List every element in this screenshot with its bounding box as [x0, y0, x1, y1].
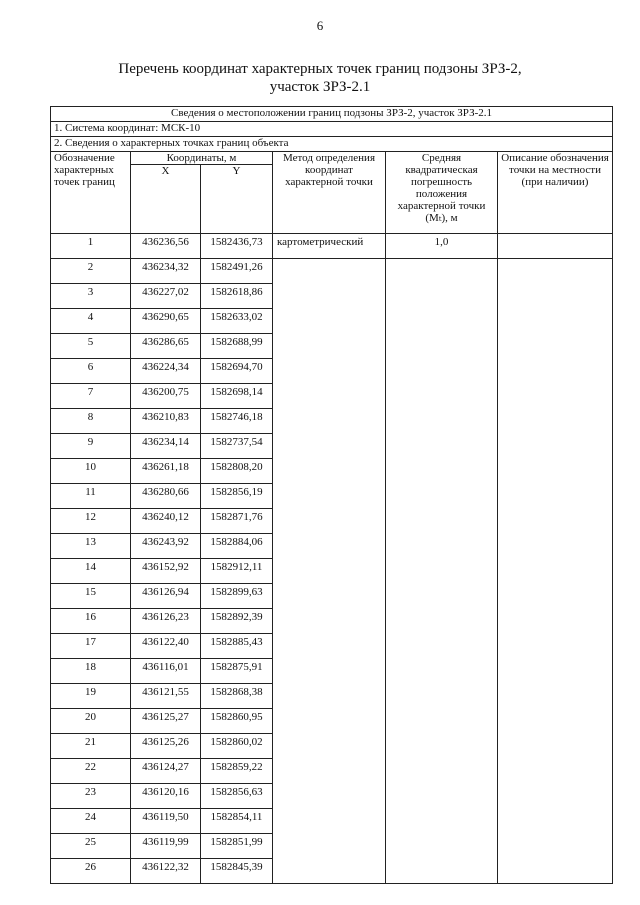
coordinate-x: 436200,75	[131, 384, 201, 409]
method-cell	[273, 584, 386, 609]
coordinate-x: 436119,50	[131, 809, 201, 834]
coordinate-x: 436224,34	[131, 359, 201, 384]
method-cell	[273, 834, 386, 859]
coordinate-x: 436243,92	[131, 534, 201, 559]
header-designation: Обозначение характерных точек границ	[51, 152, 131, 234]
error-cell	[386, 434, 498, 459]
coordinate-x: 436122,32	[131, 859, 201, 884]
table-row	[51, 384, 613, 409]
description-cell	[498, 634, 613, 659]
method-cell	[273, 509, 386, 534]
table-row	[51, 759, 613, 784]
error-cell	[386, 534, 498, 559]
point-number: 16	[51, 609, 131, 634]
description-cell	[498, 859, 613, 884]
coordinate-y: 1582694,70	[201, 359, 273, 384]
coordinate-x: 436261,18	[131, 459, 201, 484]
table-row	[51, 359, 613, 384]
coordinate-x: 436122,40	[131, 634, 201, 659]
error-cell	[386, 759, 498, 784]
point-number: 5	[51, 334, 131, 359]
coordinate-x: 436126,23	[131, 609, 201, 634]
coordinate-y: 1582491,26	[201, 259, 273, 284]
error-cell	[386, 709, 498, 734]
description-cell	[498, 484, 613, 509]
coordinate-x: 436290,65	[131, 309, 201, 334]
table-row	[51, 834, 613, 859]
method-cell	[273, 734, 386, 759]
header-x: X	[131, 165, 201, 234]
table-row	[51, 584, 613, 609]
description-cell	[498, 309, 613, 334]
table-row	[51, 534, 613, 559]
coordinate-system-line: 1. Система координат: МСК-10	[51, 122, 613, 137]
method-cell	[273, 484, 386, 509]
coordinate-y: 1582912,11	[201, 559, 273, 584]
coordinate-x: 436125,26	[131, 734, 201, 759]
method-cell	[273, 359, 386, 384]
error-cell	[386, 259, 498, 284]
coordinate-y: 1582618,86	[201, 284, 273, 309]
point-number: 14	[51, 559, 131, 584]
description-cell	[498, 809, 613, 834]
coordinate-y: 1582860,95	[201, 709, 273, 734]
point-number: 7	[51, 384, 131, 409]
coordinate-y: 1582633,02	[201, 309, 273, 334]
description-cell	[498, 559, 613, 584]
coordinate-x: 436124,27	[131, 759, 201, 784]
point-number: 23	[51, 784, 131, 809]
coordinate-y: 1582899,63	[201, 584, 273, 609]
description-cell	[498, 684, 613, 709]
method-cell	[273, 409, 386, 434]
coordinate-y: 1582868,38	[201, 684, 273, 709]
point-number: 12	[51, 509, 131, 534]
coordinate-y: 1582854,11	[201, 809, 273, 834]
method-cell	[273, 309, 386, 334]
point-number: 17	[51, 634, 131, 659]
table-row	[51, 484, 613, 509]
table-row	[51, 234, 613, 259]
description-cell	[498, 284, 613, 309]
method-cell	[273, 284, 386, 309]
header-error: Средняя квадратическая погрешность положения характерной точки (Mₜ), м	[386, 152, 498, 234]
description-cell	[498, 659, 613, 684]
coordinate-y: 1582871,76	[201, 509, 273, 534]
coordinate-y: 1582860,02	[201, 734, 273, 759]
coordinate-x: 436152,92	[131, 559, 201, 584]
method-cell	[273, 434, 386, 459]
description-cell	[498, 409, 613, 434]
coordinates-table	[50, 106, 613, 884]
table-row	[51, 409, 613, 434]
table-row	[51, 784, 613, 809]
error-cell	[386, 684, 498, 709]
point-number: 22	[51, 759, 131, 784]
coordinate-x: 436234,14	[131, 434, 201, 459]
error-cell	[386, 409, 498, 434]
method-cell	[273, 709, 386, 734]
description-cell	[498, 834, 613, 859]
table-row	[51, 634, 613, 659]
description-cell	[498, 759, 613, 784]
point-number: 10	[51, 459, 131, 484]
table-row	[51, 809, 613, 834]
error-cell	[386, 359, 498, 384]
coordinate-x: 436120,16	[131, 784, 201, 809]
method-cell	[273, 659, 386, 684]
coordinate-x: 436125,27	[131, 709, 201, 734]
method-cell	[273, 609, 386, 634]
error-cell	[386, 459, 498, 484]
coordinate-x: 436236,56	[131, 234, 201, 259]
description-cell	[498, 534, 613, 559]
description-cell	[498, 509, 613, 534]
table-row	[51, 309, 613, 334]
points-section-line: 2. Сведения о характерных точках границ объекта	[51, 137, 613, 152]
error-cell	[386, 584, 498, 609]
point-number: 19	[51, 684, 131, 709]
method-cell	[273, 334, 386, 359]
method-cell	[273, 684, 386, 709]
error-cell	[386, 284, 498, 309]
table-row	[51, 659, 613, 684]
page-number: 6	[316, 18, 324, 33]
error-cell	[386, 809, 498, 834]
coordinate-x: 436234,32	[131, 259, 201, 284]
table-row	[51, 859, 613, 884]
method-cell	[273, 784, 386, 809]
coordinate-y: 1582856,19	[201, 484, 273, 509]
error-cell	[386, 309, 498, 334]
coordinate-y: 1582856,63	[201, 784, 273, 809]
table-row	[51, 609, 613, 634]
point-number: 25	[51, 834, 131, 859]
description-cell	[498, 584, 613, 609]
coordinate-y: 1582892,39	[201, 609, 273, 634]
coordinate-y: 1582688,99	[201, 334, 273, 359]
table-row	[51, 459, 613, 484]
coordinate-y: 1582851,99	[201, 834, 273, 859]
description-cell	[498, 734, 613, 759]
table-row	[51, 259, 613, 284]
method-cell: картометрический	[273, 234, 386, 259]
point-number: 9	[51, 434, 131, 459]
error-cell	[386, 634, 498, 659]
error-cell	[386, 734, 498, 759]
error-cell	[386, 384, 498, 409]
point-number: 2	[51, 259, 131, 284]
description-cell	[498, 359, 613, 384]
point-number: 24	[51, 809, 131, 834]
error-cell	[386, 609, 498, 634]
coordinate-y: 1582845,39	[201, 859, 273, 884]
point-number: 11	[51, 484, 131, 509]
error-cell	[386, 484, 498, 509]
point-number: 6	[51, 359, 131, 384]
coordinate-x: 436126,94	[131, 584, 201, 609]
table-row	[51, 559, 613, 584]
point-number: 21	[51, 734, 131, 759]
point-number: 8	[51, 409, 131, 434]
method-cell	[273, 534, 386, 559]
description-cell	[498, 234, 613, 259]
error-cell	[386, 509, 498, 534]
table-row	[51, 334, 613, 359]
header-method: Метод определения координат характерной точки	[273, 152, 386, 234]
point-number: 26	[51, 859, 131, 884]
coordinate-x: 436210,83	[131, 409, 201, 434]
point-number: 15	[51, 584, 131, 609]
coordinate-x: 436119,99	[131, 834, 201, 859]
table-row	[51, 734, 613, 759]
coordinate-y: 1582884,06	[201, 534, 273, 559]
table-row	[51, 284, 613, 309]
method-cell	[273, 259, 386, 284]
header-description: Описание обозначения точки на местности (при наличии)	[498, 152, 613, 234]
coordinate-y: 1582885,43	[201, 634, 273, 659]
table-row	[51, 684, 613, 709]
coordinate-y: 1582875,91	[201, 659, 273, 684]
error-cell	[386, 834, 498, 859]
point-number: 13	[51, 534, 131, 559]
point-number: 3	[51, 284, 131, 309]
method-cell	[273, 559, 386, 584]
point-number: 18	[51, 659, 131, 684]
description-cell	[498, 259, 613, 284]
coordinate-x: 436286,65	[131, 334, 201, 359]
method-cell	[273, 634, 386, 659]
coordinate-x: 436116,01	[131, 659, 201, 684]
point-number: 20	[51, 709, 131, 734]
table-row	[51, 709, 613, 734]
header-coordinates: Координаты, м	[131, 152, 273, 165]
coordinate-x: 436121,55	[131, 684, 201, 709]
coordinate-y: 1582859,22	[201, 759, 273, 784]
description-cell	[498, 334, 613, 359]
header-y: Y	[201, 165, 273, 234]
table-row	[51, 509, 613, 534]
point-number: 4	[51, 309, 131, 334]
table-banner: Сведения о местоположении границ подзоны ЗРЗ-2, участок ЗРЗ-2.1	[51, 107, 613, 122]
description-cell	[498, 434, 613, 459]
error-cell	[386, 784, 498, 809]
description-cell	[498, 709, 613, 734]
coordinate-x: 436227,02	[131, 284, 201, 309]
coordinate-y: 1582746,18	[201, 409, 273, 434]
title-line-2: участок ЗРЗ-2.1	[269, 79, 371, 95]
error-cell	[386, 859, 498, 884]
title-line-1: Перечень координат характерных точек границ подзоны ЗРЗ-2,	[118, 61, 522, 77]
error-cell	[386, 334, 498, 359]
description-cell	[498, 609, 613, 634]
document-title	[0, 60, 640, 96]
point-number: 1	[51, 234, 131, 259]
error-cell	[386, 659, 498, 684]
coordinate-x: 436240,12	[131, 509, 201, 534]
error-cell: 1,0	[386, 234, 498, 259]
description-cell	[498, 384, 613, 409]
method-cell	[273, 859, 386, 884]
method-cell	[273, 384, 386, 409]
coordinate-y: 1582698,14	[201, 384, 273, 409]
table-row	[51, 434, 613, 459]
method-cell	[273, 459, 386, 484]
description-cell	[498, 784, 613, 809]
description-cell	[498, 459, 613, 484]
coordinate-y: 1582436,73	[201, 234, 273, 259]
method-cell	[273, 809, 386, 834]
coordinate-y: 1582737,54	[201, 434, 273, 459]
coordinate-y: 1582808,20	[201, 459, 273, 484]
error-cell	[386, 559, 498, 584]
method-cell	[273, 759, 386, 784]
coordinate-x: 436280,66	[131, 484, 201, 509]
